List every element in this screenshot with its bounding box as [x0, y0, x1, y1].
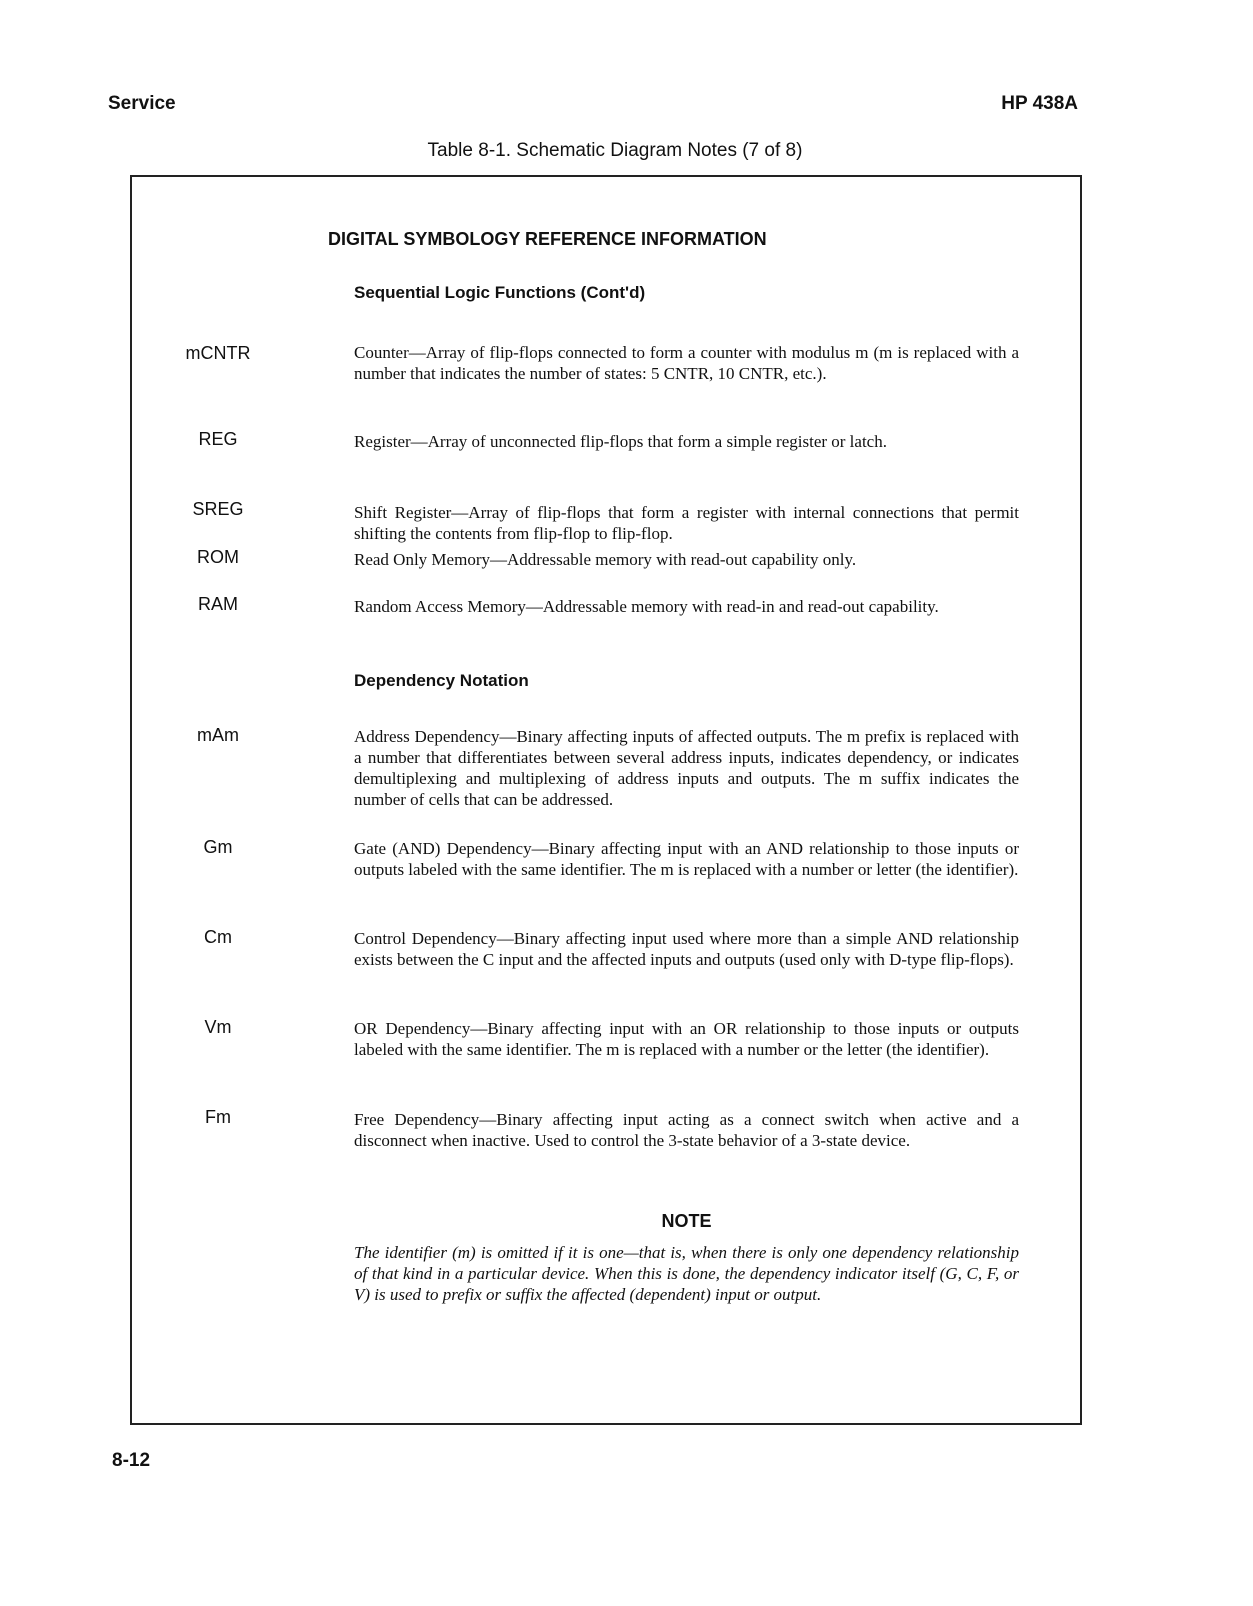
- term-reg: REG: [198, 429, 238, 449]
- term-fm: Fm: [205, 1107, 231, 1127]
- desc-vm: OR Dependency—Binary affecting input with an OR relationship to those inputs or outputs labeled with the same identifier. The m is replaced with a number or the letter (the identifier).: [354, 1019, 1019, 1059]
- page-number: 8-12: [112, 1450, 151, 1471]
- term-vm: Vm: [204, 1017, 232, 1037]
- model-label: HP 438A: [1001, 93, 1078, 114]
- desc-rom: Read Only Memory—Addressable memory with read-out capability only.: [354, 550, 857, 569]
- desc-ram: Random Access Memory—Addressable memory with read-in and read-out capability.: [354, 597, 939, 616]
- term-rom: ROM: [197, 547, 239, 567]
- term-gm: Gm: [203, 837, 233, 857]
- desc-mcntr: Counter—Array of flip-flops connected to form a counter with modulus m (m is replaced with a number that indicates the number of states: 5 CNTR, 10 CNTR, etc.).: [354, 343, 1019, 383]
- table-caption: Table 8-1. Schematic Diagram Notes (7 of 8): [427, 140, 803, 161]
- term-ram: RAM: [198, 594, 238, 614]
- term-sreg: SREG: [192, 499, 244, 519]
- term-mam: mAm: [197, 725, 239, 745]
- desc-cm: Control Dependency—Binary affecting input used where more than a simple AND relationship exists between the C input and the affected inputs and outputs (used only with D-type flip-flops).: [354, 929, 1019, 969]
- desc-reg: Register—Array of unconnected flip-flops that form a simple register or latch.: [354, 432, 887, 451]
- desc-gm: Gate (AND) Dependency—Binary affecting input with an AND relationship to those inputs or outputs labeled with the same identifier. The m is replaced with a number or letter (the identifier).: [354, 839, 1019, 879]
- term-mcntr: mCNTR: [185, 343, 251, 363]
- desc-sreg: Shift Register—Array of flip-flops that form a register with internal connections that permit shifting the contents from flip-flop to flip-flop.: [354, 503, 1019, 543]
- table-frame: [130, 175, 1082, 1425]
- sequential-heading: Sequential Logic Functions (Cont'd): [354, 283, 646, 302]
- term-cm: Cm: [204, 927, 232, 947]
- desc-mam: Address Dependency—Binary affecting inputs of affected outputs. The m prefix is replaced with a number that differentiates between several address inputs, indicates dependency, or indicates demultiplexing and multiplexing of address inputs and outputs. The m suffix indicates the number of cells that can be addressed.: [354, 727, 1019, 809]
- section-label: Service: [108, 93, 176, 114]
- main-heading: DIGITAL SYMBOLOGY REFERENCE INFORMATION: [328, 229, 767, 249]
- dependency-heading: Dependency Notation: [354, 671, 529, 690]
- note-title: NOTE: [661, 1211, 712, 1231]
- note-text: The identifier (m) is omitted if it is one—that is, when there is only one dependency relationship of that kind in a particular device. When this is done, the dependency indicator itself (G, C, F, or V) is used to prefix or suffix the affected (dependent) input or output.: [354, 1243, 1019, 1304]
- desc-fm: Free Dependency—Binary affecting input acting as a connect switch when active and a disconnect when inactive. Used to control the 3-state behavior of a 3-state device.: [354, 1110, 1019, 1150]
